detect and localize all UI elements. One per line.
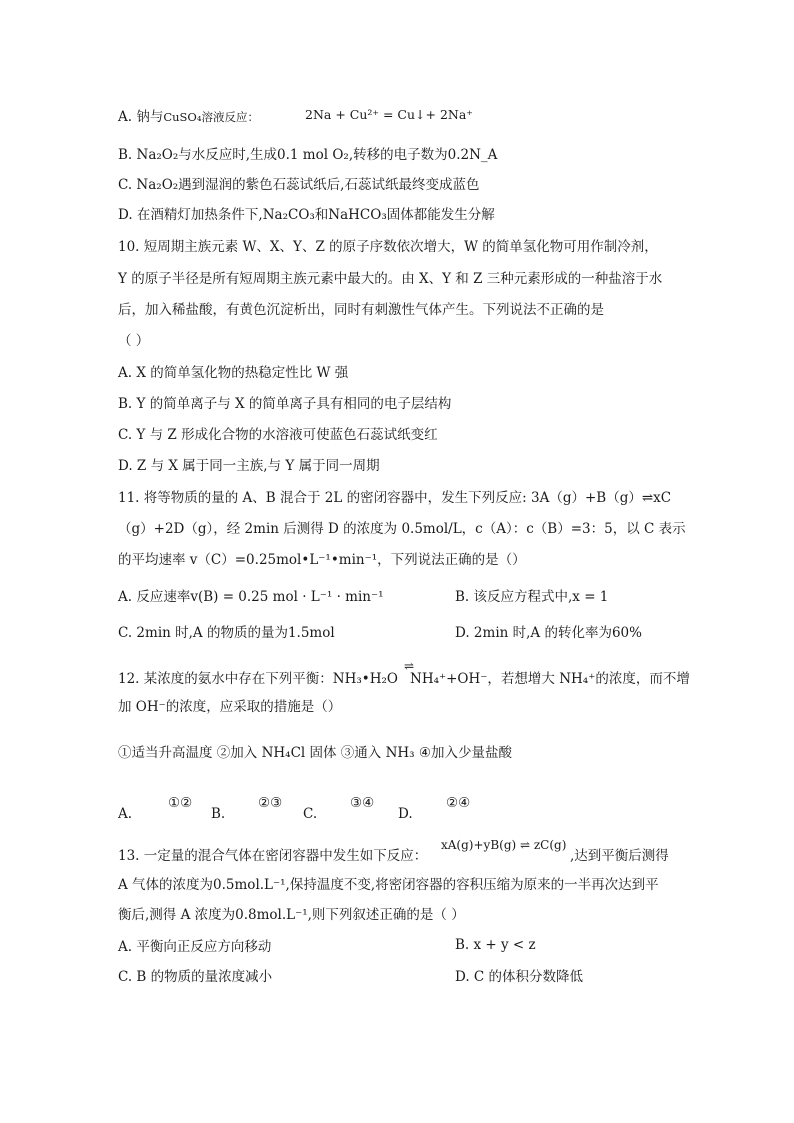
q12-choice-d-label: D.: [398, 806, 413, 822]
q12-equilibrium-arrow: ⇌: [404, 659, 415, 673]
q9a-mid: CuSO₄溶液反应：: [163, 110, 259, 124]
q13-stem-line-3: 衡后,测得 A 浓度为0.8mol.L⁻¹,则下列叙述正确的是（ ）: [118, 907, 465, 923]
q12-choice-c-value: ③④: [350, 795, 375, 811]
q12-choice-d-value: ②④: [446, 795, 471, 811]
q12-stem-line-1a: 12. 某浓度的氨水中存在下列平衡：NH₃•H₂O: [118, 671, 398, 687]
q10-option-a: A. X 的简单氢化物的热稳定性比 W 强: [118, 365, 349, 381]
q10-option-b: B. Y 的简单离子与 X 的简单离子具有相同的电子层结构: [118, 396, 452, 412]
q9-option-d: D. 在酒精灯加热条件下,Na₂CO₃和NaHCO₃固体都能发生分解: [118, 207, 495, 223]
q10-option-d: D. Z 与 X 属于同一主族,与 Y 属于同一周期: [118, 458, 380, 474]
q12-stem-line-2: 加 OH⁻的浓度，应采取的措施是（）: [118, 699, 342, 715]
q11-option-b: B. 该反应方程式中,x = 1: [455, 589, 609, 605]
q10-stem-line-3: 后，加入稀盐酸，有黄色沉淀析出，同时有刺激性气体产生。下列说法不正确的是: [118, 302, 604, 318]
q10-stem-line-2: Y 的原子半径是所有短周期主族元素中最大的。由 X、Y 和 Z 三种元素形成的一种盐溶于水: [118, 271, 663, 287]
q13-reaction-equation: xA(g)+yB(g) ⇌ zC(g): [441, 838, 567, 852]
q9-option-a-equation: 2Na + Cu²⁺ = Cu↓+ 2Na⁺: [305, 107, 473, 122]
q11-stem-line-1: 11. 将等物质的量的 A、B 混合于 2L 的密闭容器中，发生下列反应: 3A（g）+B（g）⇌xC: [118, 490, 672, 506]
q12-choice-c-label: C.: [303, 806, 318, 822]
q12-measures: ①适当升高温度 ②加入 NH₄Cl 固体 ③通入 NH₃ ④加入少量盐酸: [118, 745, 512, 761]
q13-stem-line-1b: ,达到平衡后测得: [570, 848, 669, 864]
q12-choice-a-value: ①②: [168, 795, 193, 811]
q9-option-a: [118, 108, 259, 126]
q10-answer-blank: （ ）: [118, 333, 150, 349]
q13-stem-line-1a: 13. 一定量的混合气体在密闭容器中发生如下反应：: [118, 848, 428, 864]
q9-option-c: C. Na₂O₂遇到湿润的紫色石蕊试纸后,石蕊试纸最终变成蓝色: [118, 177, 480, 193]
q12-choice-b-value: ②③: [258, 795, 283, 811]
q12-stem-line-1b: NH₄⁺+OH⁻，若想增大 NH₄⁺的浓度，而不增: [410, 671, 690, 687]
q11-stem-line-3: 的平均速率 v（C）=0.25mol•L⁻¹•min⁻¹，下列说法正确的是（）: [118, 552, 526, 568]
q13-option-a: A. 平衡向正反应方向移动: [118, 939, 272, 955]
q11-option-c: C. 2min 时,A 的物质的量为1.5mol: [118, 625, 335, 641]
q11-stem-line-2: （g）+2D（g），经 2min 后测得 D 的浓度为 0.5mol/L，c（A）：c（B）=3：5，以 C 表示: [118, 521, 686, 537]
q11-option-a: A. 反应速率v(B) = 0.25 mol · L⁻¹ · min⁻¹: [118, 589, 384, 605]
q13-option-c: C. B 的物质的量浓度减小: [118, 969, 273, 985]
q9-option-b: B. Na₂O₂与水反应时,生成0.1 mol O₂,转移的电子数为0.2N_A: [118, 147, 498, 163]
q12-choice-b-label: B.: [211, 806, 226, 822]
q13-option-b: B. x + y < z: [455, 937, 536, 953]
q13-stem-line-2: A 气体的浓度为0.5mol.L⁻¹,保持温度不变,将密闭容器的容积压缩为原来的一半再次达到平: [118, 877, 659, 893]
q9a-label: A. 钠与: [118, 109, 164, 125]
q11-option-d: D. 2min 时,A 的转化率为60%: [455, 625, 642, 641]
q10-stem-line-1: 10. 短周期主族元素 W、X、Y、Z 的原子序数依次增大，W 的简单氢化物可用作制冷剂，: [118, 239, 658, 255]
q10-option-c: C. Y 与 Z 形成化合物的水溶液可使蓝色石蕊试纸变红: [118, 427, 438, 443]
q12-choice-a-label: A.: [118, 806, 133, 822]
q13-option-d: D. C 的体积分数降低: [455, 969, 584, 985]
